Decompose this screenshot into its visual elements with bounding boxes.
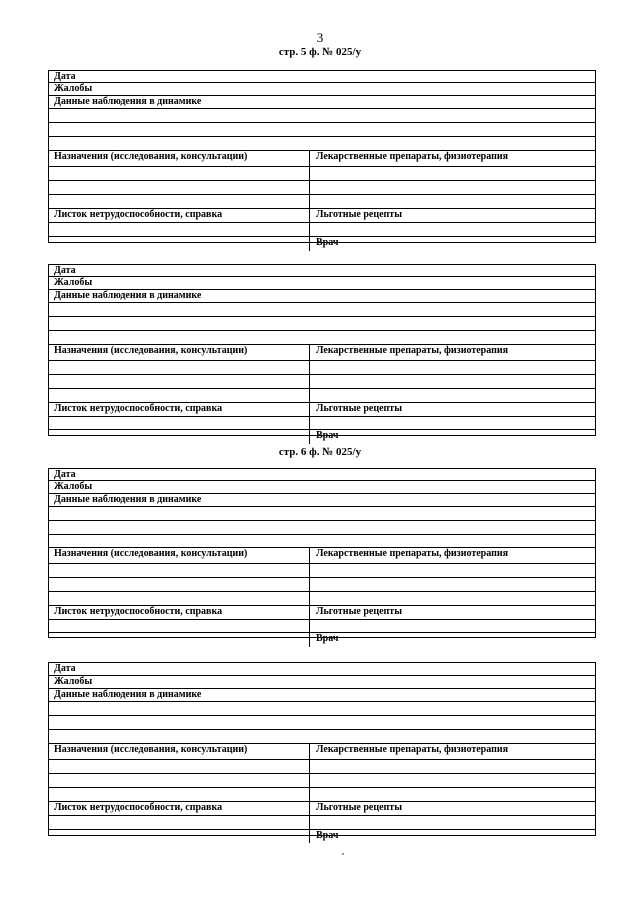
blank-cell[interactable] bbox=[310, 195, 595, 208]
blank-cell[interactable] bbox=[49, 816, 310, 829]
section-header-page-5: стр. 5 ф. № 025/у bbox=[278, 46, 362, 58]
preferential-cell[interactable] bbox=[310, 606, 595, 619]
blank-cell[interactable] bbox=[49, 223, 310, 236]
complaints-label: Жалобы bbox=[54, 481, 93, 492]
blank-row[interactable] bbox=[49, 507, 595, 521]
blank-cell[interactable] bbox=[49, 592, 310, 605]
blank-row[interactable] bbox=[49, 521, 595, 535]
blank-split-row bbox=[49, 375, 595, 389]
doctor-label: Врач bbox=[316, 237, 339, 248]
date-row[interactable] bbox=[49, 663, 595, 676]
blank-split-row bbox=[49, 578, 595, 592]
blank-cell[interactable] bbox=[310, 375, 595, 388]
sick-leave-label: Листок нетрудоспособности, справка bbox=[54, 209, 223, 220]
blank-cell[interactable] bbox=[310, 361, 595, 374]
blank-split-row bbox=[49, 788, 595, 802]
preferential-label: Льготные рецепты bbox=[316, 606, 403, 617]
blank-cell[interactable] bbox=[310, 167, 595, 180]
sick-leave-label: Листок нетрудоспособности, справка bbox=[54, 606, 223, 617]
prescriptions-cell[interactable] bbox=[49, 345, 310, 360]
prescriptions-row bbox=[49, 744, 595, 760]
date-row[interactable] bbox=[49, 469, 595, 481]
preferential-label: Льготные рецепты bbox=[316, 403, 403, 414]
medications-label: Лекарственные препараты, физиотерапия bbox=[316, 744, 509, 755]
prescriptions-label: Назначения (исследования, консультации) bbox=[54, 345, 248, 356]
date-label: Дата bbox=[54, 469, 76, 480]
blank-split-row bbox=[49, 181, 595, 195]
blank-cell[interactable] bbox=[49, 633, 310, 647]
doctor-cell[interactable] bbox=[310, 430, 595, 444]
doctor-label: Врач bbox=[316, 633, 339, 644]
medications-cell[interactable] bbox=[310, 548, 595, 563]
blank-cell[interactable] bbox=[49, 430, 310, 444]
observations-row[interactable] bbox=[49, 290, 595, 303]
date-label: Дата bbox=[54, 265, 76, 276]
blank-cell[interactable] bbox=[49, 237, 310, 251]
sick-leave-cell[interactable] bbox=[49, 606, 310, 619]
observations-label: Данные наблюдения в динамике bbox=[54, 290, 202, 301]
medications-cell[interactable] bbox=[310, 744, 595, 759]
prescriptions-row bbox=[49, 345, 595, 361]
medications-cell[interactable] bbox=[310, 151, 595, 166]
scan-speck bbox=[342, 853, 344, 855]
blank-row[interactable] bbox=[49, 535, 595, 548]
blank-cell[interactable] bbox=[49, 564, 310, 577]
blank-split-row bbox=[49, 774, 595, 788]
blank-split-row bbox=[49, 389, 595, 403]
prescriptions-cell[interactable] bbox=[49, 548, 310, 563]
blank-row[interactable] bbox=[49, 137, 595, 151]
prescriptions-label: Назначения (исследования, консультации) bbox=[54, 151, 248, 162]
blank-cell[interactable] bbox=[49, 417, 310, 429]
blank-split-row bbox=[49, 592, 595, 606]
blank-cell[interactable] bbox=[49, 181, 310, 194]
sick-leave-label: Листок нетрудоспособности, справка bbox=[54, 403, 223, 414]
complaints-row[interactable] bbox=[49, 83, 595, 96]
medications-cell[interactable] bbox=[310, 345, 595, 360]
blank-cell[interactable] bbox=[310, 417, 595, 429]
prescriptions-label: Назначения (исследования, консультации) bbox=[54, 548, 248, 559]
date-row[interactable] bbox=[49, 265, 595, 277]
blank-cell[interactable] bbox=[310, 564, 595, 577]
medications-label: Лекарственные препараты, физиотерапия bbox=[316, 345, 509, 356]
blank-cell[interactable] bbox=[310, 181, 595, 194]
visit-record-block-3 bbox=[48, 468, 596, 644]
observations-label: Данные наблюдения в динамике bbox=[54, 494, 202, 505]
blank-cell[interactable] bbox=[49, 788, 310, 801]
blank-split-row bbox=[49, 816, 595, 830]
section-header-page-6: стр. 6 ф. № 025/у bbox=[278, 446, 362, 458]
sick-leave-cell[interactable] bbox=[49, 403, 310, 416]
prescriptions-label: Назначения (исследования, консультации) bbox=[54, 744, 248, 755]
doctor-cell[interactable] bbox=[310, 830, 595, 843]
blank-cell[interactable] bbox=[310, 223, 595, 236]
doctor-label: Врач bbox=[316, 430, 339, 441]
doctor-label: Врач bbox=[316, 830, 339, 841]
blank-cell[interactable] bbox=[310, 760, 595, 773]
blank-cell[interactable] bbox=[310, 578, 595, 591]
blank-split-row bbox=[49, 760, 595, 774]
blank-cell[interactable] bbox=[310, 592, 595, 605]
sick-leave-cell[interactable] bbox=[49, 802, 310, 815]
doctor-row bbox=[49, 237, 595, 251]
blank-row[interactable] bbox=[49, 317, 595, 331]
doctor-row bbox=[49, 430, 595, 444]
blank-cell[interactable] bbox=[49, 774, 310, 787]
visit-record-block-1 bbox=[48, 70, 596, 248]
blank-cell[interactable] bbox=[49, 361, 310, 374]
doctor-cell[interactable] bbox=[310, 633, 595, 647]
visit-record-block-4 bbox=[48, 662, 596, 841]
preferential-cell[interactable] bbox=[310, 209, 595, 222]
blank-row[interactable] bbox=[49, 716, 595, 730]
blank-split-row bbox=[49, 620, 595, 633]
blank-split-row bbox=[49, 167, 595, 181]
blank-cell[interactable] bbox=[49, 760, 310, 773]
preferential-label: Льготные рецепты bbox=[316, 802, 403, 813]
complaints-row[interactable] bbox=[49, 676, 595, 689]
blank-cell[interactable] bbox=[49, 375, 310, 388]
sick-leave-row bbox=[49, 209, 595, 223]
blank-split-row bbox=[49, 417, 595, 430]
complaints-row[interactable] bbox=[49, 277, 595, 290]
blank-row[interactable] bbox=[49, 702, 595, 716]
blank-split-row bbox=[49, 361, 595, 375]
prescriptions-row bbox=[49, 151, 595, 167]
blank-row[interactable] bbox=[49, 109, 595, 123]
prescriptions-cell[interactable] bbox=[49, 744, 310, 759]
blank-cell[interactable] bbox=[49, 389, 310, 402]
observations-row[interactable] bbox=[49, 689, 595, 702]
sick-leave-row bbox=[49, 403, 595, 417]
complaints-label: Жалобы bbox=[54, 277, 93, 288]
prescriptions-row bbox=[49, 548, 595, 564]
blank-cell[interactable] bbox=[310, 774, 595, 787]
prescriptions-cell[interactable] bbox=[49, 151, 310, 166]
blank-row[interactable] bbox=[49, 730, 595, 744]
sick-leave-row bbox=[49, 802, 595, 816]
blank-row[interactable] bbox=[49, 331, 595, 345]
blank-cell[interactable] bbox=[310, 389, 595, 402]
blank-split-row bbox=[49, 223, 595, 237]
blank-cell[interactable] bbox=[310, 788, 595, 801]
blank-cell[interactable] bbox=[49, 620, 310, 632]
date-label: Дата bbox=[54, 71, 76, 82]
preferential-label: Льготные рецепты bbox=[316, 209, 403, 220]
sick-leave-row bbox=[49, 606, 595, 620]
observations-label: Данные наблюдения в динамике bbox=[54, 689, 202, 700]
blank-cell[interactable] bbox=[49, 830, 310, 843]
blank-cell[interactable] bbox=[310, 816, 595, 829]
blank-cell[interactable] bbox=[49, 167, 310, 180]
observations-row[interactable] bbox=[49, 96, 595, 109]
blank-cell[interactable] bbox=[310, 620, 595, 632]
sick-leave-label: Листок нетрудоспособности, справка bbox=[54, 802, 223, 813]
observations-row[interactable] bbox=[49, 494, 595, 507]
complaints-row[interactable] bbox=[49, 481, 595, 494]
doctor-row bbox=[49, 830, 595, 843]
blank-split-row bbox=[49, 195, 595, 209]
complaints-label: Жалобы bbox=[54, 676, 93, 687]
blank-row[interactable] bbox=[49, 303, 595, 317]
blank-cell[interactable] bbox=[49, 195, 310, 208]
page-number: 3 bbox=[316, 30, 324, 45]
preferential-cell[interactable] bbox=[310, 802, 595, 815]
blank-cell[interactable] bbox=[49, 578, 310, 591]
medications-label: Лекарственные препараты, физиотерапия bbox=[316, 548, 509, 559]
sick-leave-cell[interactable] bbox=[49, 209, 310, 222]
preferential-cell[interactable] bbox=[310, 403, 595, 416]
doctor-cell[interactable] bbox=[310, 237, 595, 251]
blank-row[interactable] bbox=[49, 123, 595, 137]
complaints-label: Жалобы bbox=[54, 83, 93, 94]
doctor-row bbox=[49, 633, 595, 647]
date-row[interactable] bbox=[49, 71, 595, 83]
visit-record-block-2 bbox=[48, 264, 596, 441]
medications-label: Лекарственные препараты, физиотерапия bbox=[316, 151, 509, 162]
blank-split-row bbox=[49, 564, 595, 578]
date-label: Дата bbox=[54, 663, 76, 674]
observations-label: Данные наблюдения в динамике bbox=[54, 96, 202, 107]
